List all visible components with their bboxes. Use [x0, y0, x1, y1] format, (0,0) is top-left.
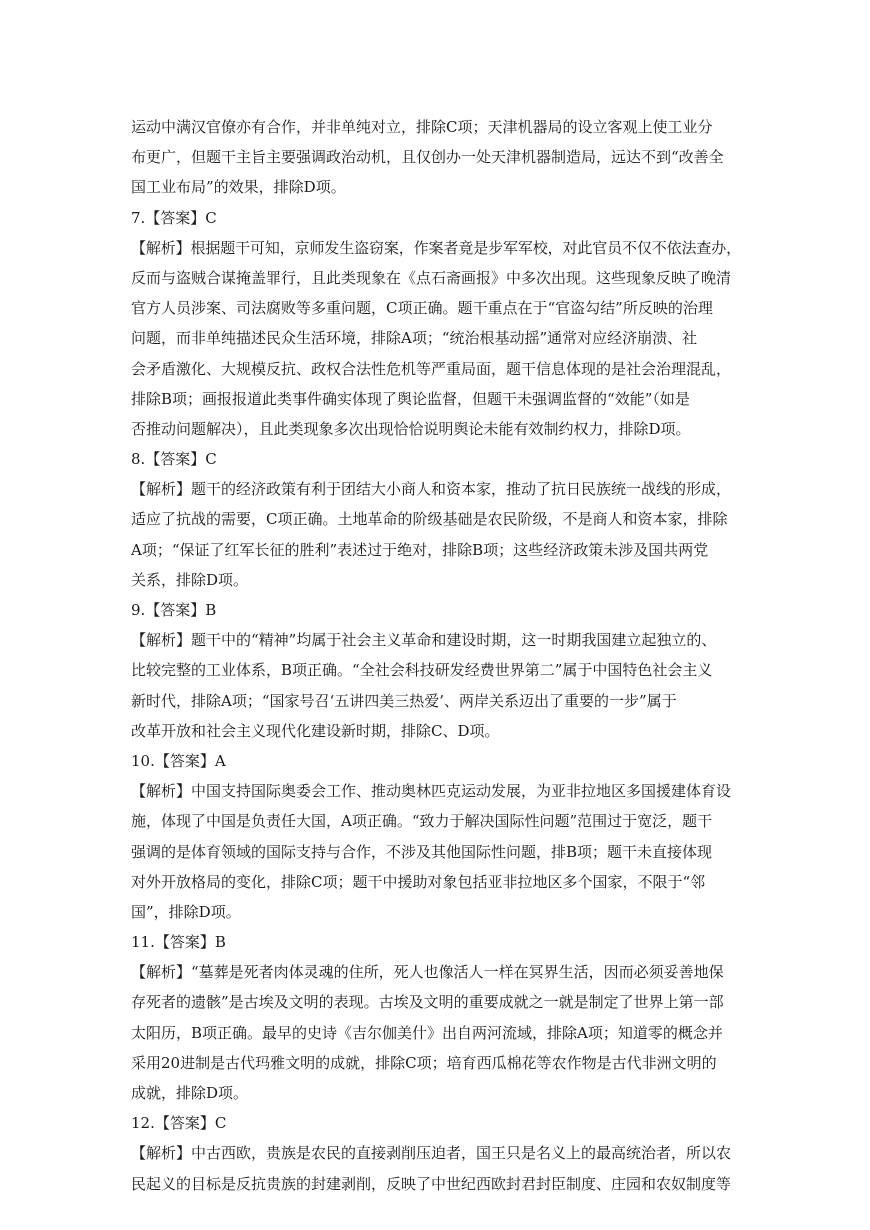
text-line: 对外开放格局的变化，排除C项；题干中援助对象包括亚非拉地区多个国家，不限于“邻	[131, 872, 706, 891]
text-line: 国”，排除D项。	[131, 902, 241, 921]
text-line: 官方人员涉案、司法腐败等多重问题，C项正确。题干重点在于“官盗勾结”所反映的治理	[131, 299, 713, 318]
text-line: 12.【答案】C	[131, 1114, 227, 1133]
text-line: 太阳历，B项正确。最早的史诗《吉尔伽美什》出自两河流域，排除A项；知道零的概念并	[131, 1023, 723, 1042]
text-line: 采用20进制是古代玛雅文明的成就，排除C项；培育西瓜棉花等农作物是古代非洲文明的	[131, 1053, 717, 1072]
text-line: 问题，而非单纯描述民众生活环境，排除A项；“统治根基动摇”通常对应经济崩溃、社	[131, 329, 698, 348]
text-line: 强调的是体育领域的国际支持与合作，不涉及其他国际性问题，排B项；题干未直接体现	[131, 842, 713, 861]
text-line: 改革开放和社会主义现代化建设新时期，排除C、D项。	[131, 721, 500, 740]
text-line: 【解析】中国支持国际奥委会工作、推动奥林匹克运动发展，为亚非拉地区多国援建体育设	[131, 782, 732, 801]
text-line: 8.【答案】C	[131, 450, 217, 469]
text-line: 【解析】根据题干可知，京师发生盗窃案，作案者竟是步军军校，对此官员不仅不依法查办，	[131, 238, 741, 257]
text-line: 会矛盾激化、大规模反抗、政权合法性危机等严重局面，题干信息体现的是社会治理混乱，	[131, 359, 732, 378]
text-line: 成就，排除D项。	[131, 1084, 249, 1102]
text-line: 关系，排除D项。	[131, 570, 249, 589]
text-line: 【解析】“墓葬是死者肉体灵魂的住所，死人也像活人一样在冥界生活，因而必须妥善地保	[131, 963, 724, 982]
text-line: 【解析】题干的经济政策有利于团结大小商人和资本家，推动了抗日民族统一战线的形成，	[131, 480, 732, 499]
text-line: 布更广，但题干主旨主要强调政治动机，且仅创办一处天津机器制造局，远达不到“改善全	[131, 148, 724, 167]
text-line: 否推动问题解决），且此类现象多次出现恰恰说明舆论未能有效制约权力，排除D项。	[131, 419, 691, 438]
text-line: 【解析】题干中的“精神”均属于社会主义革命和建设时期，这一时期我国建立起独立的、	[131, 631, 717, 650]
text-line: 适应了抗战的需要，C项正确。土地革命的阶级基础是农民阶级，不是商人和资本家，排除	[131, 510, 728, 529]
text-line: A项；“保证了红军长征的胜利”表述过于绝对，排除B项；这些经济政策未涉及国共两党	[131, 540, 709, 559]
text-line: 排除B项；画报报道此类事件确实体现了舆论监督，但题干未强调监督的“效能”（如是	[131, 389, 690, 408]
answer-explanations	[131, 112, 741, 1199]
text-line: 11.【答案】B	[131, 933, 226, 952]
text-line: 9.【答案】B	[131, 601, 217, 619]
text-line: 10.【答案】A	[131, 751, 226, 770]
text-line: 运动中满汉官僚亦有合作，并非单纯对立，排除C项；天津机器局的设立客观上使工业分	[131, 118, 713, 136]
text-line: 民起义的目标是反抗贵族的封建剥削，反映了中世纪西欧封君封臣制度、庄园和农奴制度等	[131, 1174, 732, 1193]
text-line: 比较完整的工业体系，B项正确。“全社会科技研发经费世界第二”属于中国特色社会主义	[131, 661, 713, 680]
text-line: 反而与盗贼合谋掩盖罪行，且此类现象在《点石斋画报》中多次出现。这些现象反映了晚清	[131, 268, 732, 287]
text-line: 施，体现了中国是负责任大国，A项正确。“致力于解决国际性问题”范围过于宽泛，题干	[131, 812, 713, 831]
text-line: 国工业布局”的效果，排除D项。	[131, 178, 346, 197]
text-line: 新时代，排除A项；“国家号召‘五讲四美三热爱’、两岸关系迈出了重要的一步”属于	[131, 691, 677, 710]
text-line: 【解析】中古西欧，贵族是农民的直接剥削压迫者，国王只是名义上的最高统治者，所以农	[131, 1144, 732, 1163]
text-line: 存死者的遗骸”是古埃及文明的表现。古埃及文明的重要成就之一就是制定了世界上第一部	[131, 993, 724, 1012]
text-line: 7.【答案】C	[131, 208, 217, 227]
